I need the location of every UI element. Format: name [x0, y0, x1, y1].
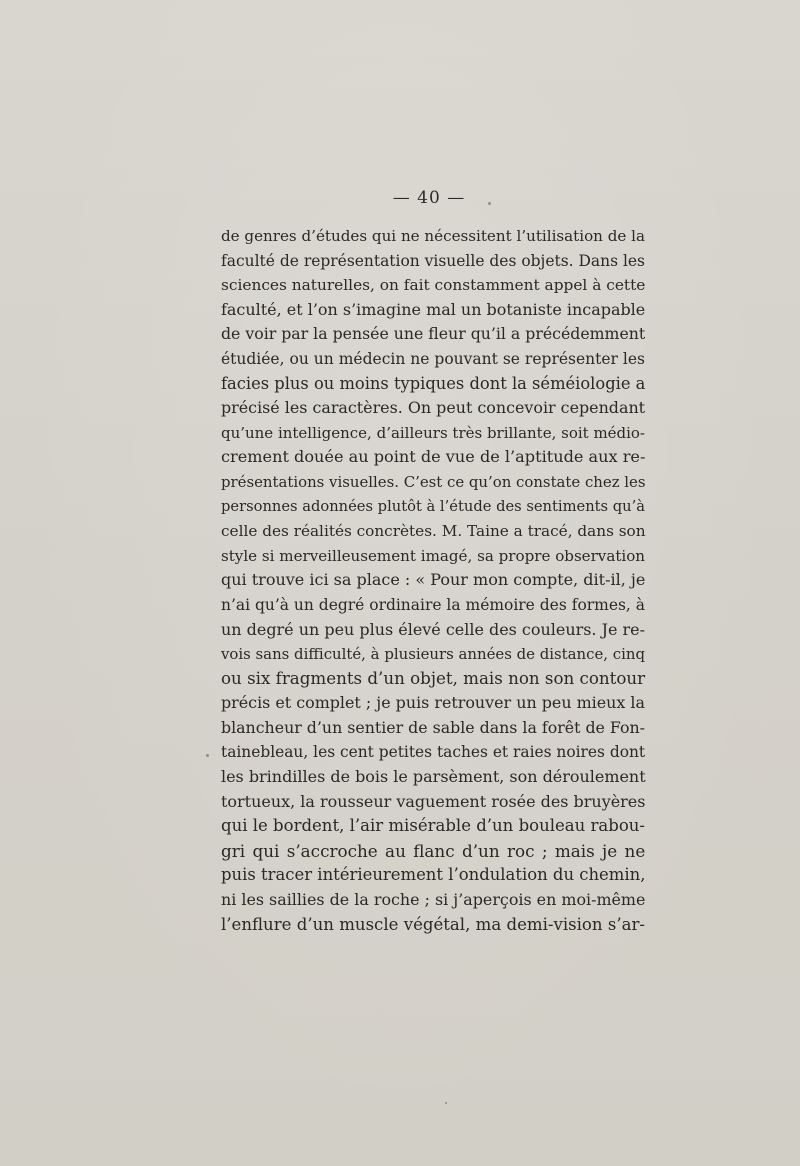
paper-speck	[488, 202, 491, 205]
paper-speck	[445, 1102, 447, 1104]
text-line: ou six fragments d’un objet, mais non son contour	[221, 668, 646, 688]
body-text	[221, 224, 645, 937]
text-line: n’ai qu’à un degré ordinaire la mémoire des formes, à	[221, 595, 645, 614]
text-line: vois sans difficulté, à plusieurs années de distance, cinq	[221, 645, 645, 664]
text-line: personnes adonnées plutôt à l’étude des sentiments qu’à	[221, 497, 645, 515]
text-line: gri qui s’accroche au flanc d’un roc ; mais je ne	[221, 840, 646, 861]
text-line: ni les saillies de la roche ; si j’aperçois en moi-même	[221, 890, 646, 910]
text-line: les brindilles de bois le parsèment, son déroulement	[221, 767, 646, 787]
text-line: précis et complet ; je puis retrouver un peu mieux la	[221, 693, 645, 713]
text-line: précisé les caractères. On peut concevoir cependant	[221, 398, 646, 418]
text-line: qu’une intelligence, d’ailleurs très brillante, soit médio-	[221, 423, 645, 442]
text-line: tortueux, la rousseur vaguement rosée des bruyères	[221, 791, 646, 811]
text-line: crement douée au point de vue de l’aptitude aux re-	[221, 447, 646, 467]
text-line: celle des réalités concrètes. M. Taine a tracé, dans son	[221, 522, 646, 541]
text-line: qui trouve ici sa place : « Pour mon compte, dit-il, je	[221, 570, 646, 590]
text-line: blancheur d’un sentier de sable dans la forêt de Fon-	[221, 717, 645, 737]
text-line: puis tracer intérieurement l’ondulation du chemin,	[221, 865, 646, 885]
text-line: style si merveilleusement imagé, sa propre observation	[221, 546, 645, 565]
text-line: l’enflure d’un muscle végétal, ma demi-vision s’ar-	[221, 914, 645, 934]
page-number: — 40 —	[392, 188, 466, 208]
paper-speck	[206, 754, 209, 757]
text-line: un degré un peu plus élevé celle des couleurs. Je re-	[221, 619, 645, 639]
text-line: étudiée, ou un médecin ne pouvant se représenter les	[221, 349, 645, 368]
text-line: de genres d’études qui ne nécessitent l’utilisation de la	[221, 227, 645, 245]
text-line: qui le bordent, l’air misérable d’un bouleau rabou-	[221, 816, 645, 836]
text-line: faculté, et l’on s’imagine mal un botaniste incapable	[221, 299, 646, 319]
text-line: de voir par la pensée une fleur qu’il a précédemment	[221, 324, 646, 344]
text-line: faculté de représentation visuelle des objets. Dans les	[221, 251, 645, 270]
text-line: facies plus ou moins typiques dont la séméiologie a	[221, 373, 646, 393]
text-line: tainebleau, les cent petites taches et raies noires dont	[221, 743, 646, 762]
text-line: présentations visuelles. C’est ce qu’on constate chez les	[221, 472, 646, 491]
text-line: sciences naturelles, on fait constamment appel à cette	[221, 276, 646, 295]
